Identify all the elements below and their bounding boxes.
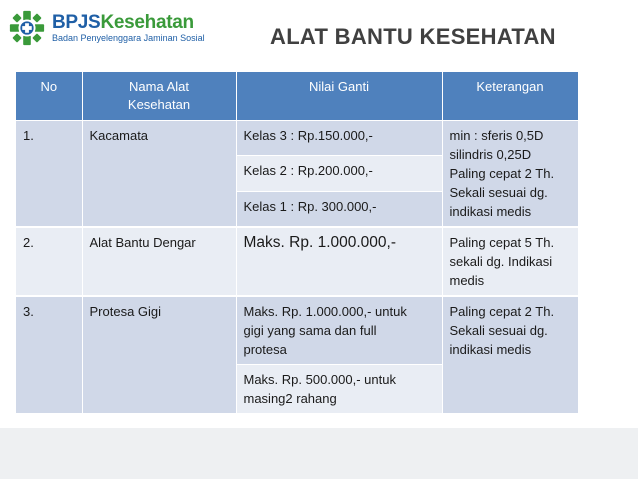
row2-no: 2. <box>16 227 82 296</box>
logo-subtitle: Badan Penyelenggara Jaminan Sosial <box>52 33 205 43</box>
row3-nilai-rahang: Maks. Rp. 500.000,- untuk masing2 rahang <box>236 365 442 414</box>
logo-brand-kesehatan: Kesehatan <box>100 12 194 33</box>
table-row <box>16 227 578 296</box>
row1-nama: Kacamata <box>82 121 236 228</box>
header-nama-alat: Nama Alat Kesehatan <box>82 72 236 121</box>
row1-keterangan: min : sferis 0,5D silindris 0,25D Paling cepat 2 Th. Sekali sesuai dg. indikasi medis <box>442 121 578 228</box>
header-nilai-ganti: Nilai Ganti <box>236 72 442 121</box>
row1-nilai-kelas1: Kelas 1 : Rp. 300.000,- <box>236 191 442 227</box>
bpjs-emblem-icon <box>8 9 46 47</box>
row3-nama: Protesa Gigi <box>82 296 236 413</box>
row3-keterangan: Paling cepat 2 Th. Sekali sesuai dg. indikasi medis <box>442 296 578 413</box>
table-row <box>16 296 578 365</box>
header-keterangan: Keterangan <box>442 72 578 121</box>
row2-nilai: Maks. Rp. 1.000.000,- <box>236 227 442 296</box>
table-row <box>16 121 578 156</box>
bpjs-logo <box>8 8 205 48</box>
row2-keterangan: Paling cepat 5 Th. sekali dg. Indikasi medis <box>442 227 578 296</box>
equipment-table <box>16 72 579 413</box>
table-header-row <box>16 72 578 121</box>
footer-band <box>0 428 638 479</box>
slide-title: ALAT BANTU KESEHATAN <box>270 24 556 49</box>
row1-no: 1. <box>16 121 82 228</box>
row3-nilai-full: Maks. Rp. 1.000.000,- untuk gigi yang sama dan full protesa <box>236 296 442 365</box>
row1-nilai-kelas3: Kelas 3 : Rp.150.000,- <box>236 121 442 156</box>
logo-brand-bpjs: BPJS <box>52 12 101 33</box>
row1-nilai-kelas2: Kelas 2 : Rp.200.000,- <box>236 156 442 191</box>
row3-no: 3. <box>16 296 82 413</box>
row2-nama: Alat Bantu Dengar <box>82 227 236 296</box>
header-no: No <box>16 72 82 121</box>
